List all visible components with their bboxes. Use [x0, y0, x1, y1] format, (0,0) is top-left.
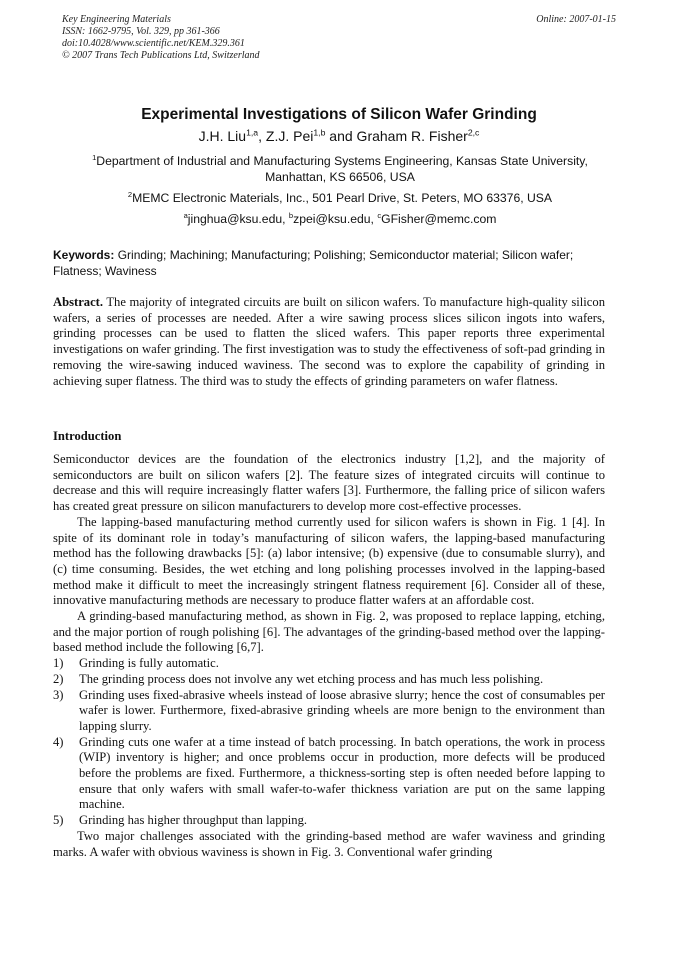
email-sup-a: a	[183, 210, 188, 220]
author-liu-sup: 1,a	[246, 127, 259, 138]
email-sup-b: b	[288, 210, 294, 220]
author-liu: J.H. Liu	[198, 128, 247, 144]
list-item	[53, 813, 605, 829]
list-item-text: The grinding process does not involve any wet etching process and has much less polishing.	[79, 671, 544, 686]
author-pei-sup: 1,b	[313, 127, 326, 138]
abstract-text: The majority of integrated circuits are built on silicon wafers. To manufacture high-quality silicon wafers, a series of processes are needed. After a wire sawing process slices silicon ingots into wafers, grinding processes can be used to flatten the sliced wafers. This paper reports three experimental investigations on wafer grinding. The first investigation was to study the effectiveness of soft-pad grinding in removing the wire-sawing induced waviness. The second was to explore the capability of grinding in achieving super flatness. The third was to study the effects of grinding parameters on wafer flatness.	[53, 295, 605, 388]
affiliation-1-sup: 1	[92, 152, 97, 162]
intro-paragraph-1: Semiconductor devices are the foundation of the electronics industry [1,2], and the majority of semiconductors are built on silicon wafers [2]. The feature sizes of integrated circuits will continue to decrease and this will require increasingly flatter wafers [3]. Furthermore, the falling price of silicon wafers has created great pressure on silicon manufacturers to develop more cost-effective processes.	[53, 452, 605, 514]
intro-paragraph-4: Two major challenges associated with the grinding-based method are wafer waviness and grinding marks. A wafer with obvious waviness is shown in Fig. 3. Conventional wafer grinding	[53, 828, 605, 859]
doi-line: doi:10.4028/www.scientific.net/KEM.329.361	[62, 38, 245, 49]
list-item-number: 2)	[53, 671, 64, 686]
list-item-text: Grinding is fully automatic.	[79, 656, 219, 671]
affiliation-2-text: MEMC Electronic Materials, Inc., 501 Pearl Drive, St. Peters, MO 63376, USA	[132, 191, 553, 205]
journal-name: Key Engineering Materials	[62, 14, 171, 25]
list-item-text: Grinding has higher throughput than lapping.	[79, 813, 308, 828]
email-line	[60, 211, 620, 227]
section-heading-introduction: Introduction	[53, 429, 122, 443]
abstract	[53, 295, 605, 389]
author-line	[0, 128, 678, 144]
paper-title: Experimental Investigations of Silicon Wafer Grinding	[141, 106, 537, 123]
author-fisher: and Graham R. Fisher	[325, 128, 468, 144]
affiliation-2-sup: 2	[127, 189, 133, 199]
copyright-line: © 2007 Trans Tech Publications Ltd, Switzerland	[62, 50, 260, 61]
intro-paragraph-2: The lapping-based manufacturing method currently used for silicon wafers is shown in Fig. 1 [4]. In spite of its dominant role in today’s manufacturing of silicon wafers, the lapping-based manufacturing method has the following drawbacks [5]: (a) labor intensive; (b) expensive (due to consumable slurry), and (c) time consuming. Besides, the wet etching and long polishing processes involved in the lapping-based method make it difficult to meet the increasingly stringent flatness requirement [6]. Consider all of these, innovative manufacturing methods are necessary to produce flatter wafers at an affordable cost.	[53, 514, 605, 608]
list-item-text: Grinding cuts one wafer at a time instead of batch processing. In batch operations, the work in process (WIP) inventory is higher; and once problems occur in production, more defects will be produced before the problems are fixed. Furthermore, a thickness-sorting step is often needed before lapping to ensure that only wafers with small wafer-to-wafer thickness variation are put on the same lapping machine.	[79, 734, 605, 812]
list-item-number: 3)	[53, 687, 64, 702]
email-pei: zpei@ksu.edu,	[293, 212, 378, 226]
list-item	[53, 688, 605, 735]
intro-paragraph-3: A grinding-based manufacturing method, as shown in Fig. 2, was proposed to replace lapping, etching, and the major portion of rough polishing [6]. The advantages of the grinding-based method over the lapping-based method include the following [6,7].	[53, 609, 605, 655]
issn-line: ISSN: 1662-9795, Vol. 329, pp 361-366	[62, 26, 220, 37]
keywords-text: Grinding; Machining; Manufacturing; Polishing; Semiconductor material; Silicon wafer; Flatness; Waviness	[53, 248, 574, 278]
list-item-number: 5)	[53, 813, 64, 828]
list-item	[53, 735, 605, 814]
abstract-label: Abstract.	[53, 295, 104, 309]
email-fisher: GFisher@memc.com	[381, 212, 497, 226]
journal-header	[62, 14, 260, 62]
list-item-number: 4)	[53, 734, 64, 749]
list-item-text: Grinding uses fixed-abrasive wheels instead of loose abrasive slurry; hence the cost of consumables per wafer is lower. Furthermore, fixed-abrasive grinding wheels are more benign to the environment than lapping slurry.	[79, 687, 605, 733]
affiliation-1-text: Department of Industrial and Manufacturing Systems Engineering, Kansas State University, Manhattan, KS 66506, USA	[96, 154, 588, 184]
keywords-label: Keywords:	[53, 248, 115, 262]
online-date: Online: 2007-01-15	[536, 14, 616, 25]
keywords	[53, 248, 605, 279]
author-pei: , Z.J. Pei	[258, 128, 314, 144]
email-sup-c: c	[377, 210, 382, 220]
affiliation-1	[60, 153, 620, 185]
email-liu: jinghua@ksu.edu,	[187, 212, 289, 226]
list-item-number: 1)	[53, 656, 64, 671]
author-fisher-sup: 2,c	[467, 127, 480, 138]
advantages-list	[53, 656, 605, 829]
list-item	[53, 656, 605, 672]
list-item	[53, 672, 605, 688]
introduction-body	[53, 452, 605, 860]
affiliation-2	[60, 190, 620, 206]
